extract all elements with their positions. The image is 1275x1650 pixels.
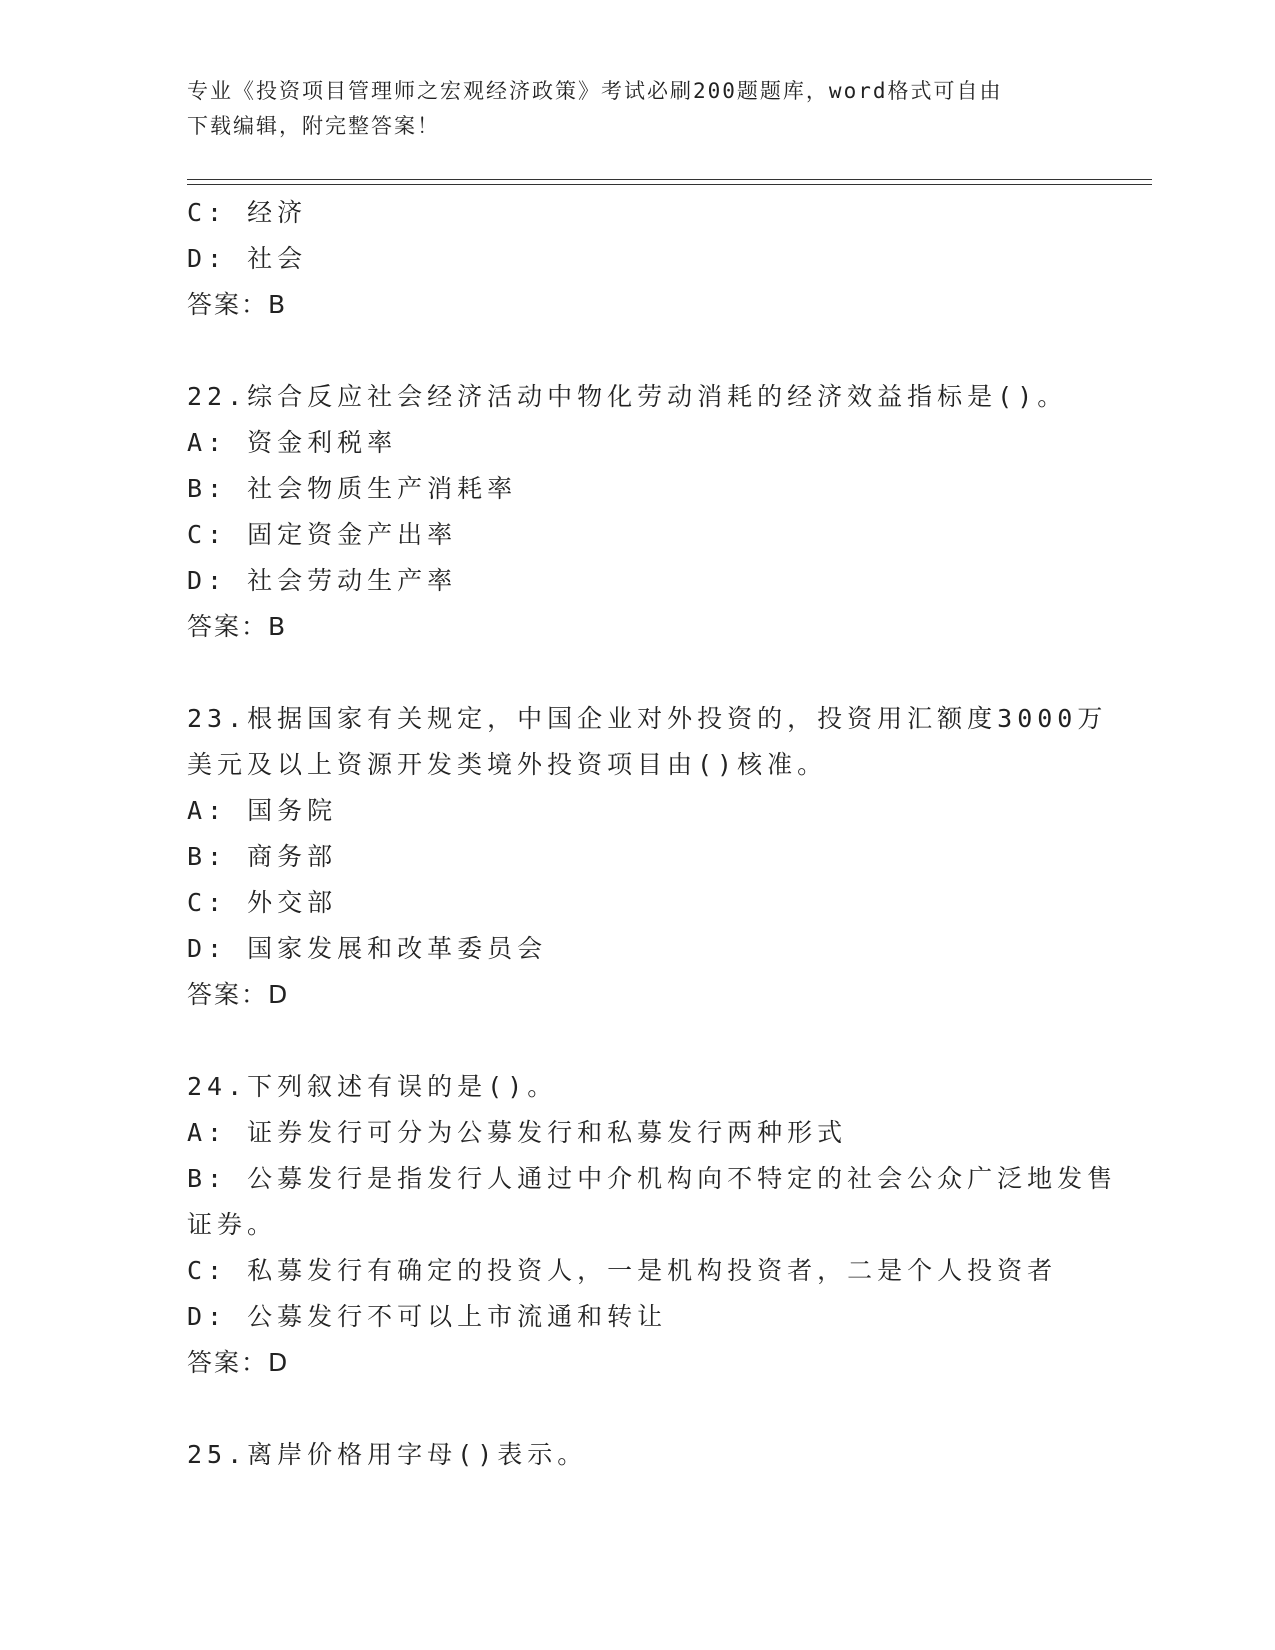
spacer [187,1386,1152,1432]
option-c: C: 经济 [187,198,308,227]
option-d: D: 公募发行不可以上市流通和转让 [187,1302,668,1331]
question-22 [187,374,1152,650]
answer: 答案：D [187,1348,290,1377]
answer: 答案：B [187,290,288,319]
question-stem-line-1: 23.根据国家有关规定，中国企业对外投资的，投资用汇额度3000万 [187,704,1108,733]
spacer [187,1018,1152,1064]
option-d: D: 国家发展和改革委员会 [187,934,548,963]
question-stem: 22.综合反应社会经济活动中物化劳动消耗的经济效益指标是()。 [187,382,1068,411]
answer: 答案：D [187,980,290,1009]
option-a: A: 国务院 [187,796,338,825]
header-rule-top [187,179,1152,180]
page-header [187,74,1067,144]
option-c: C: 外交部 [187,888,338,917]
question-list [187,190,1152,1478]
question-25 [187,1432,1152,1478]
question-23 [187,696,1152,1018]
question-stem: 25.离岸价格用字母()表示。 [187,1440,588,1469]
option-c: C: 固定资金产出率 [187,520,458,549]
option-a: A: 证券发行可分为公募发行和私募发行两种形式 [187,1118,848,1147]
option-d: D: 社会劳动生产率 [187,566,458,595]
option-b-line-2: 证券。 [187,1210,278,1239]
option-c: C: 私募发行有确定的投资人，一是机构投资者，二是个人投资者 [187,1256,1058,1285]
question-24 [187,1064,1152,1386]
header-line-2: 下载编辑，附完整答案！ [187,114,440,138]
answer: 答案：B [187,612,288,641]
option-b-line-1: B: 公募发行是指发行人通过中介机构向不特定的社会公众广泛地发售 [187,1164,1118,1193]
spacer [187,328,1152,374]
option-b: B: 商务部 [187,842,338,871]
question-stem-line-2: 美元及以上资源开发类境外投资项目由()核准。 [187,750,828,779]
option-d: D: 社会 [187,244,308,273]
question-21-continued [187,190,1152,328]
option-a: A: 资金利税率 [187,428,398,457]
header-rule-bottom [187,184,1152,185]
spacer [187,650,1152,696]
header-line-1: 专业《投资项目管理师之宏观经济政策》考试必刷200题题库，word格式可自由 [187,79,1003,103]
question-stem: 24.下列叙述有误的是()。 [187,1072,558,1101]
option-b: B: 社会物质生产消耗率 [187,474,518,503]
